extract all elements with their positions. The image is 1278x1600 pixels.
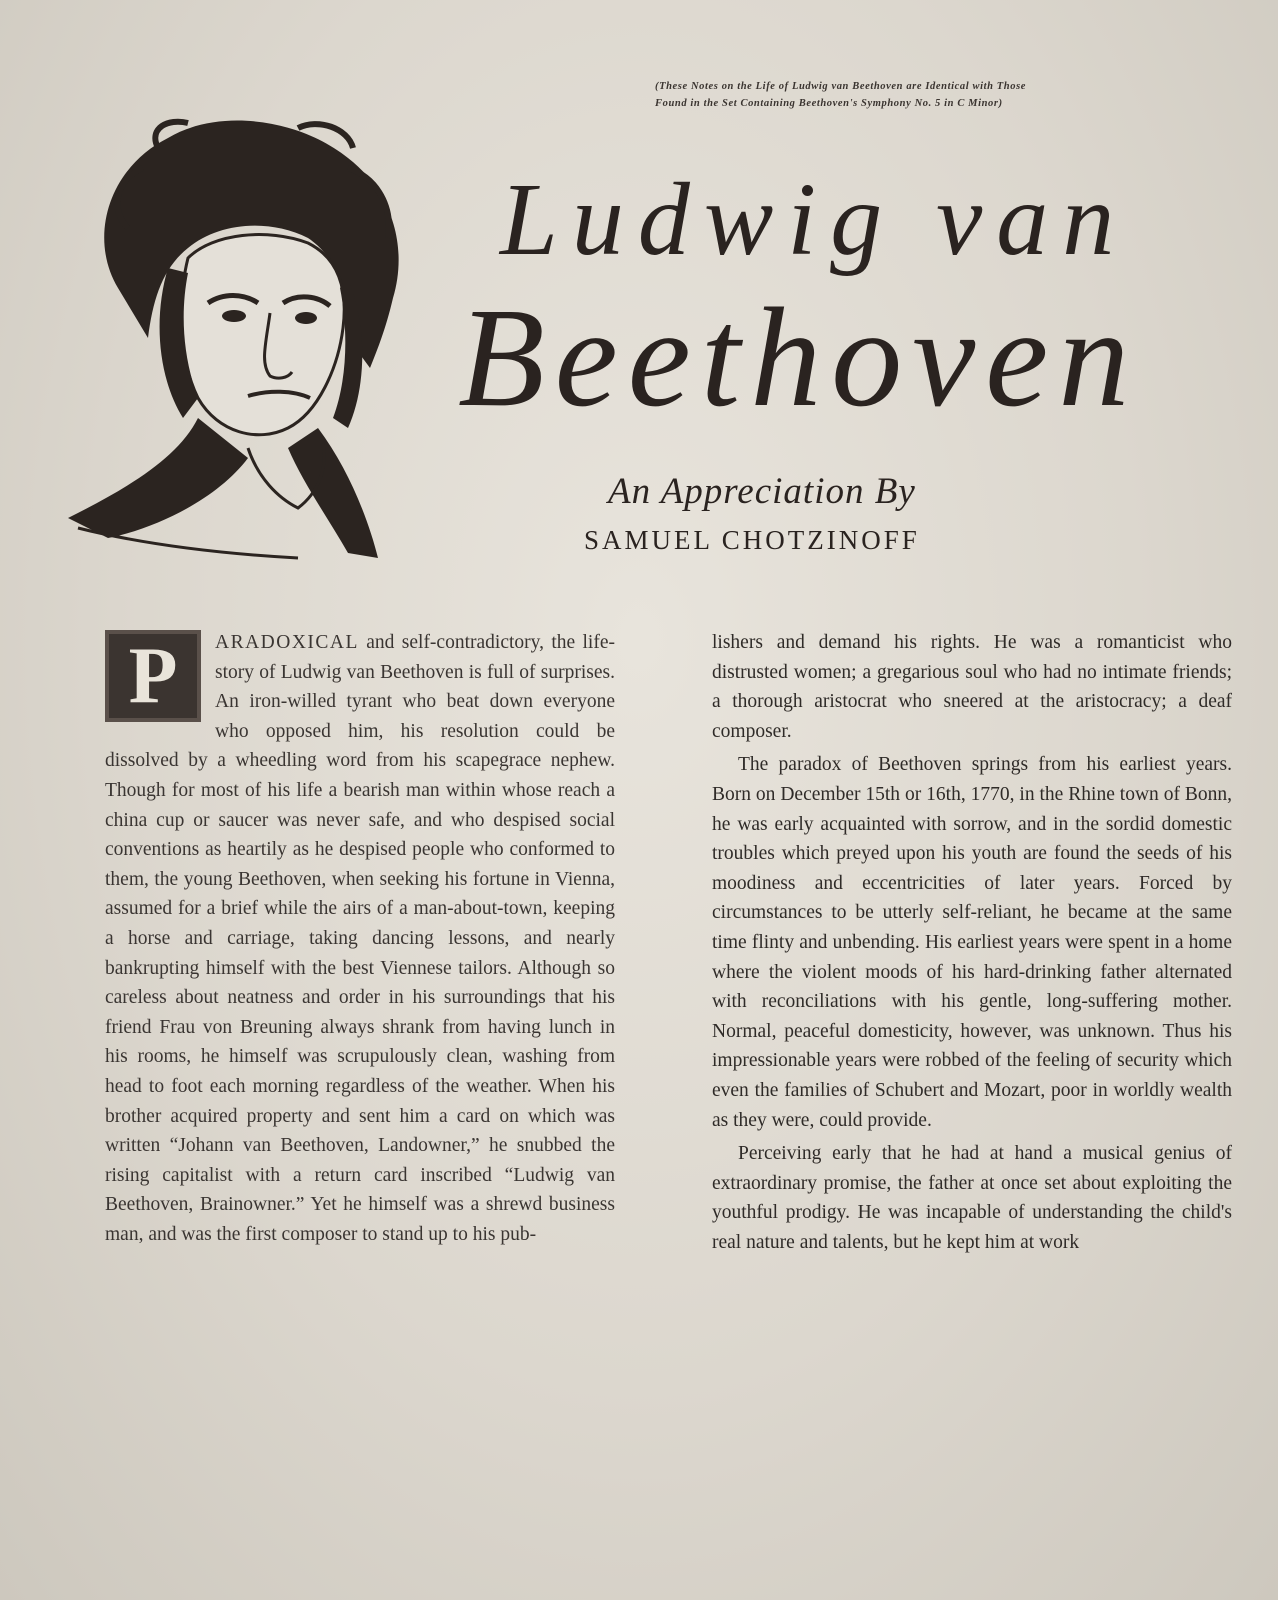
header-note: (These Notes on the Life of Ludwig van Beethoven are Identical with Those Found in the Set Containing Beethoven's Symphony No. 5 in C Minor) (655, 81, 1027, 109)
article-right-column (712, 628, 1232, 1257)
lead-word: ARADOXICAL (215, 632, 359, 653)
drop-cap: P (105, 630, 201, 722)
subtitle: An Appreciation By (608, 471, 916, 512)
beethoven-portrait-illustration (48, 98, 420, 570)
author-name: SAMUEL CHOTZINOFF (584, 525, 920, 555)
article-paragraph-3: Perceiving early that he had at hand a musical genius of extraordinary promise, the father at once set about exploiting the youthful prodigy. He was incapable of understanding the child's real nature and talents, but he kept him at work (712, 1143, 1232, 1253)
left-column-body: and self-contradictory, the life-story of Ludwig van Beethoven is full of surprises. An iron-willed tyrant who beat down everyone who opposed him, his resolution could be dissolved by a wheedling word from his scapegrace nephew. Though for most of his life a bearish man within whose reach a china cup or saucer was never safe, and who despised social conventions as heartily as he despised people who conformed to them, the young Beethoven, when seeking his fortune in Vienna, assumed for a brief while the airs of a man-about-town, keeping a horse and carriage, taking dancing lessons, and nearly bankrupting himself with the best Viennese tailors. Although so careless about neatness and order in his surroundings that his friend Frau von Breuning always shrank from having lunch in his rooms, he himself was scrupulously clean, washing from head to foot each morning regardless of the weather. When his brother acquired property and sent him a card on which was written “Johann van Beethoven, Landowner,” he snubbed the rising capitalist with a return card inscribed “Ludwig van Beethoven, Brainowner.” Yet he himself was a shrewd business man, and was the first composer to stand up to his pub- (105, 632, 615, 1245)
title-line-1: Ludwig van (500, 162, 1129, 277)
article-left-column (105, 628, 615, 1249)
article-paragraph-2: The paradox of Beethoven springs from his earliest years. Born on December 15th or 16th, 1770, in the Rhine town of Bonn, he was early acquainted with sorrow, and in the sordid domestic troubles which preyed upon his youth are found the seeds of his moodiness and eccentricities of later years. Forced by circumstances to be utterly self-reliant, he became at the same time flinty and unbending. His earliest years were spent in a home where the violent moods of his hard-drinking father alternated with reconciliations with his gentle, long-suffering mother. Normal, peaceful domesticity, however, was unknown. Thus his impressionable years were robbed of the feeling of security which even the families of Schubert and Mozart, poor in worldly wealth as they were, could provide. (712, 754, 1232, 1131)
title-line-2: Beethoven (458, 278, 1140, 436)
article-paragraph-continued: lishers and demand his rights. He was a romanticist who distrusted women; a gregarious soul who had no intimate friends; a thorough aristocrat who sneered at the aristocracy; a deaf composer. (712, 632, 1232, 742)
